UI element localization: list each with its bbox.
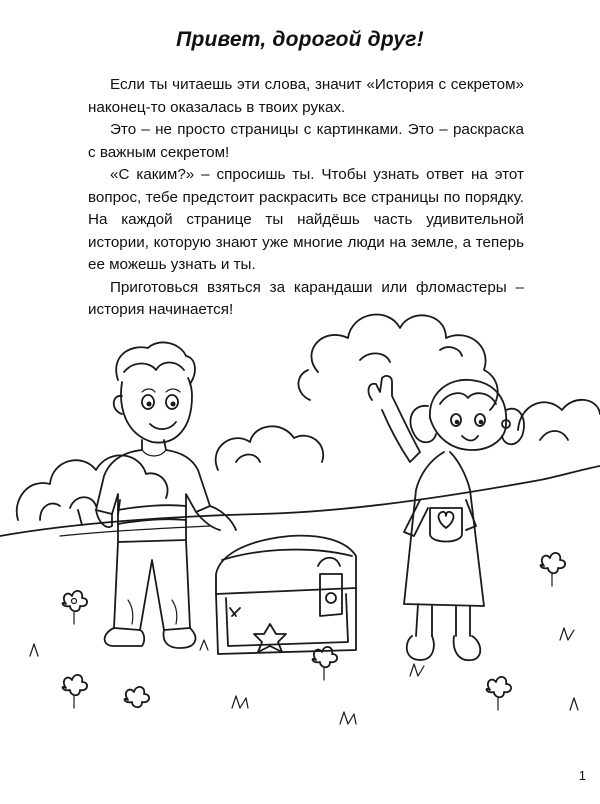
flower-icon xyxy=(63,591,88,624)
bush-icon xyxy=(518,400,600,440)
grass-icon xyxy=(30,628,578,724)
intro-text xyxy=(88,74,524,322)
paragraph-3: «С каким?» – спросишь ты. Чтобы узнать ответ на этот вопрос, тебе предстоит раскрасить все страницы по порядку. На каждой странице ты найдёшь часть удивительной истории, которую знают уже многие люди на земле, а теперь ее можешь узнать и ты. xyxy=(88,166,524,273)
paragraph-2: Это – не просто страницы с картинками. Это – раскраска с важным секретом! xyxy=(88,121,524,161)
paragraph-1: Если ты читаешь эти слова, значит «История с секретом» наконец-то оказалась в твоих руках. xyxy=(88,76,524,116)
paragraph-4: Приготовься взяться за карандаши или фломастеры – история начинается! xyxy=(88,278,524,318)
coloring-illustration xyxy=(0,290,600,760)
bush-icon xyxy=(216,426,324,470)
flower-icon xyxy=(125,687,150,707)
flower-icon xyxy=(541,553,566,586)
bush-icon xyxy=(298,315,497,410)
page-number: 1 xyxy=(578,768,586,783)
boy-icon xyxy=(96,342,236,648)
flower-icon xyxy=(487,677,512,710)
bush-icon xyxy=(17,455,168,525)
ground-line xyxy=(60,526,210,536)
page-title: Привет, дорогой друг! xyxy=(176,28,424,51)
flower-icon xyxy=(63,675,88,708)
treasure-chest-icon xyxy=(216,536,356,654)
horizon-line xyxy=(0,466,600,536)
girl-icon xyxy=(369,376,525,660)
